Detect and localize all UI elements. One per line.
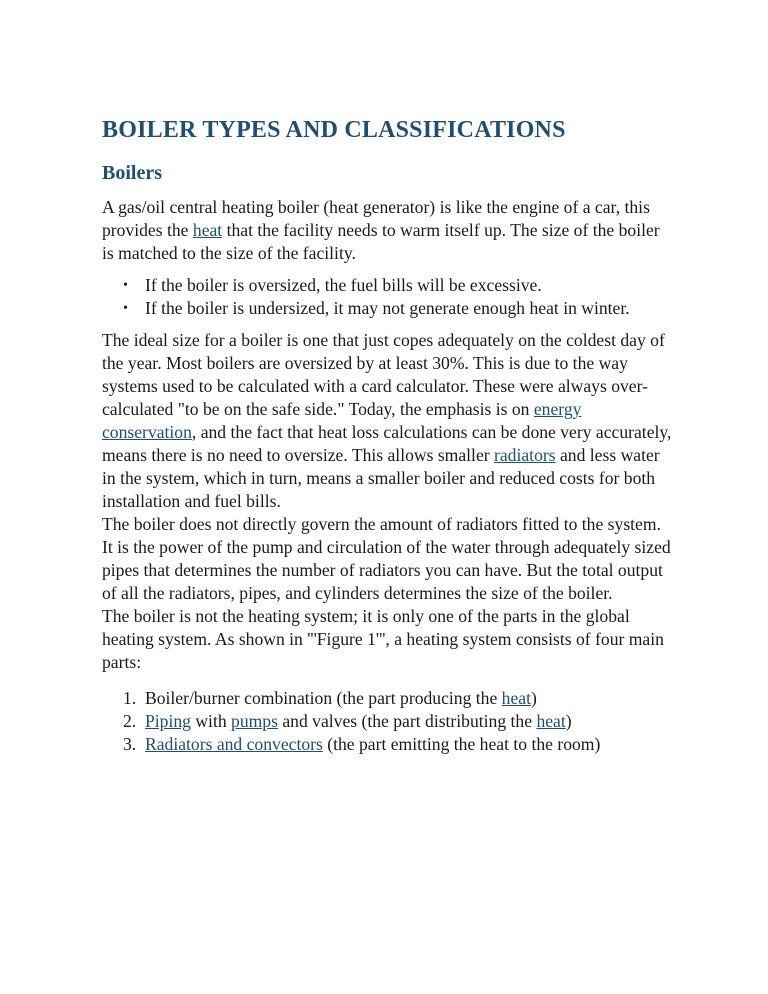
item-text: Boiler/burner combination (the part producing the bbox=[145, 688, 502, 708]
list-item bbox=[123, 710, 672, 733]
heat-link[interactable]: heat bbox=[501, 688, 531, 708]
list-number: 3. bbox=[123, 734, 137, 754]
numbered-list bbox=[102, 687, 672, 756]
item-text: ) bbox=[565, 711, 572, 731]
body-paragraph-3: The boiler is not the heating system; it is only one of the parts in the global heating system. As shown in '''Figure 1''', a heating system consists of four main parts: bbox=[102, 606, 664, 672]
intro-text-1: A gas/oil central heating boiler (heat generator) is like the engine of a car, this provides the bbox=[102, 197, 650, 240]
document-page bbox=[102, 112, 672, 756]
intro-text-2: that the facility needs to warm itself up. The size of the boiler is matched to the size of the facility. bbox=[102, 220, 660, 263]
list-number: 1. bbox=[123, 688, 137, 708]
item-text: ) bbox=[530, 688, 537, 708]
body-text-3: and less water in the system, which in turn, means a smaller boiler and reduced costs for both installation and fuel bills. bbox=[102, 445, 660, 511]
pumps-link[interactable]: pumps bbox=[231, 711, 278, 731]
bullet-text: If the boiler is undersized, it may not generate enough heat in winter. bbox=[145, 298, 630, 318]
list-number: 2. bbox=[123, 711, 137, 731]
bullet-list bbox=[102, 274, 672, 320]
radiators-and-convectors-link[interactable]: Radiators and convectors bbox=[145, 734, 323, 754]
body-paragraph-1 bbox=[102, 329, 672, 513]
body-text-1: The ideal size for a boiler is one that just copes adequately on the coldest day of the year. Most boilers are oversized by at least 30%. This is due to the way systems used to be calculated with a card calculator. These were always over-calculated "to be on the safe side." Today, the emphasis is on bbox=[102, 330, 665, 419]
bullet-marker: • bbox=[123, 278, 128, 293]
page-title: BOILER TYPES AND CLASSIFICATIONS bbox=[102, 117, 566, 143]
item-text: (the part emitting the heat to the room) bbox=[322, 734, 601, 754]
energy-conservation-link[interactable]: energy conservation bbox=[102, 399, 582, 442]
body-paragraph-2: The boiler does not directly govern the amount of radiators fitted to the system. It is the power of the pump and circulation of the water through adequately sized pipes that determines the number of radiators you can have. But the total output of all the radiators, pipes, and cylinders determines the size of the boiler. bbox=[102, 514, 671, 603]
bullet-text: If the boiler is oversized, the fuel bills will be excessive. bbox=[145, 275, 542, 295]
item-text: with bbox=[190, 711, 232, 731]
list-item bbox=[123, 687, 672, 710]
body-text-2: , and the fact that heat loss calculations can be done very accurately, means there is no need to oversize. This allows smaller bbox=[102, 422, 672, 465]
list-item bbox=[123, 274, 672, 297]
radiators-link[interactable]: radiators bbox=[494, 445, 556, 465]
section-heading: Boilers bbox=[102, 162, 162, 184]
list-item bbox=[123, 733, 672, 756]
heat-link[interactable]: heat bbox=[536, 711, 566, 731]
item-text: and valves (the part distributing the bbox=[277, 711, 537, 731]
heat-link[interactable]: heat bbox=[192, 220, 223, 240]
intro-paragraph bbox=[102, 196, 672, 265]
list-item bbox=[123, 297, 672, 320]
piping-link[interactable]: Piping bbox=[145, 711, 191, 731]
bullet-marker: • bbox=[123, 301, 128, 316]
